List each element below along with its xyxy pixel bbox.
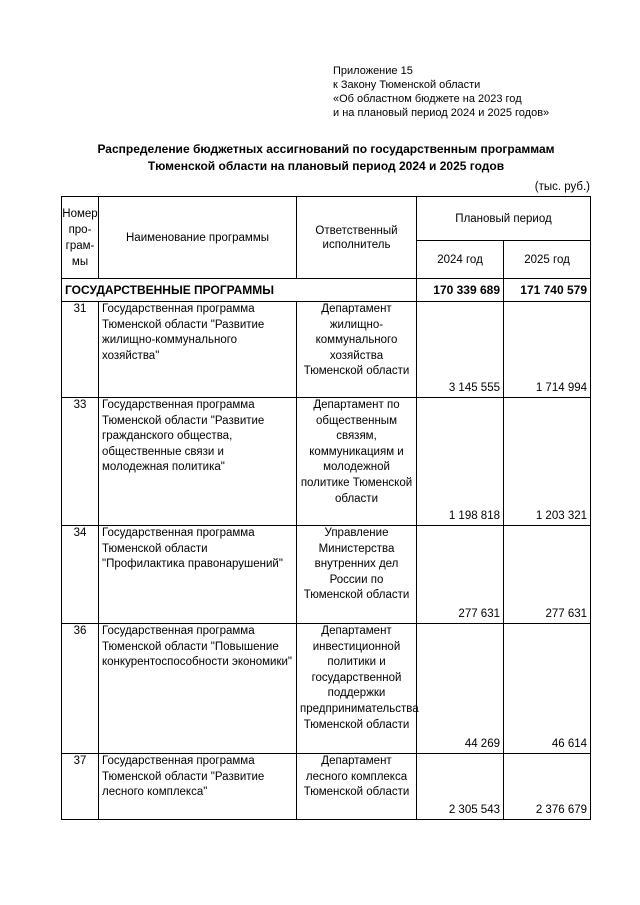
program-name: Государственная программа Тюменской области "Повышение конкурентоспособности экономики" <box>99 624 297 754</box>
table-row <box>62 624 591 754</box>
program-name: Государственная программа Тюменской области "Развитие лесного комплекса" <box>99 754 297 820</box>
appendix-line: к Закону Тюменской области <box>333 79 481 91</box>
program-executor: Управление Министерства внутренних дел России по Тюменской области <box>297 526 417 624</box>
table-row <box>62 302 591 398</box>
program-name: Государственная программа Тюменской области "Профилактика правонарушений" <box>99 526 297 624</box>
program-number: 37 <box>62 754 99 820</box>
total-row <box>62 279 591 302</box>
title-line: Распределение бюджетных ассигнований по государственным программам <box>97 142 555 156</box>
header-year-2025: 2025 год <box>504 241 591 279</box>
amount-2025: 1 203 321 <box>504 398 591 526</box>
program-number: 31 <box>62 302 99 398</box>
header-year-2024: 2024 год <box>417 241 504 279</box>
header-name: Наименование программы <box>99 197 297 279</box>
amount-2024: 3 145 555 <box>417 302 504 398</box>
program-number: 33 <box>62 398 99 526</box>
budget-table <box>61 196 591 820</box>
appendix-line: Приложение 15 <box>333 65 413 77</box>
program-executor: Департамент жилищно-коммунального хозяйства Тюменской области <box>297 302 417 398</box>
program-number: 34 <box>62 526 99 624</box>
amount-2024: 2 305 543 <box>417 754 504 820</box>
amount-2025: 1 714 994 <box>504 302 591 398</box>
header-executor: Ответственный исполнитель <box>297 197 417 279</box>
program-executor: Департамент лесного комплекса Тюменской области <box>297 754 417 820</box>
appendix-note <box>333 64 549 120</box>
table-row <box>62 754 591 820</box>
amount-2025: 2 376 679 <box>504 754 591 820</box>
header-period: Плановый период <box>417 197 591 241</box>
title-line: Тюменской области на плановый период 2024 и 2025 годов <box>147 159 505 173</box>
total-2025: 171 740 579 <box>504 279 591 302</box>
program-name: Государственная программа Тюменской области "Развитие жилищно-коммунального хозяйства" <box>99 302 297 398</box>
program-executor: Департамент инвестиционной политики и государственной поддержки предпринимательства Тюменской области <box>297 624 417 754</box>
amount-2024: 277 631 <box>417 526 504 624</box>
program-executor: Департамент по общественным связям, коммуникациям и молодежной политике Тюменской области <box>297 398 417 526</box>
document-title <box>60 141 592 175</box>
amount-2025: 277 631 <box>504 526 591 624</box>
table-row <box>62 398 591 526</box>
total-label: ГОСУДАРСТВЕННЫЕ ПРОГРАММЫ <box>62 279 417 302</box>
header-number: Номер про-грам-мы <box>62 197 99 279</box>
program-name: Государственная программа Тюменской области "Развитие гражданского общества, общественные связи и молодежная политика" <box>99 398 297 526</box>
amount-2024: 44 269 <box>417 624 504 754</box>
amount-2024: 1 198 818 <box>417 398 504 526</box>
units-note: (тыс. руб.) <box>534 181 590 193</box>
amount-2025: 46 614 <box>504 624 591 754</box>
total-2024: 170 339 689 <box>417 279 504 302</box>
table-row <box>62 526 591 624</box>
appendix-line: и на плановый период 2024 и 2025 годов» <box>333 107 550 119</box>
appendix-line: «Об областном бюджете на 2023 год <box>333 93 522 105</box>
program-number: 36 <box>62 624 99 754</box>
